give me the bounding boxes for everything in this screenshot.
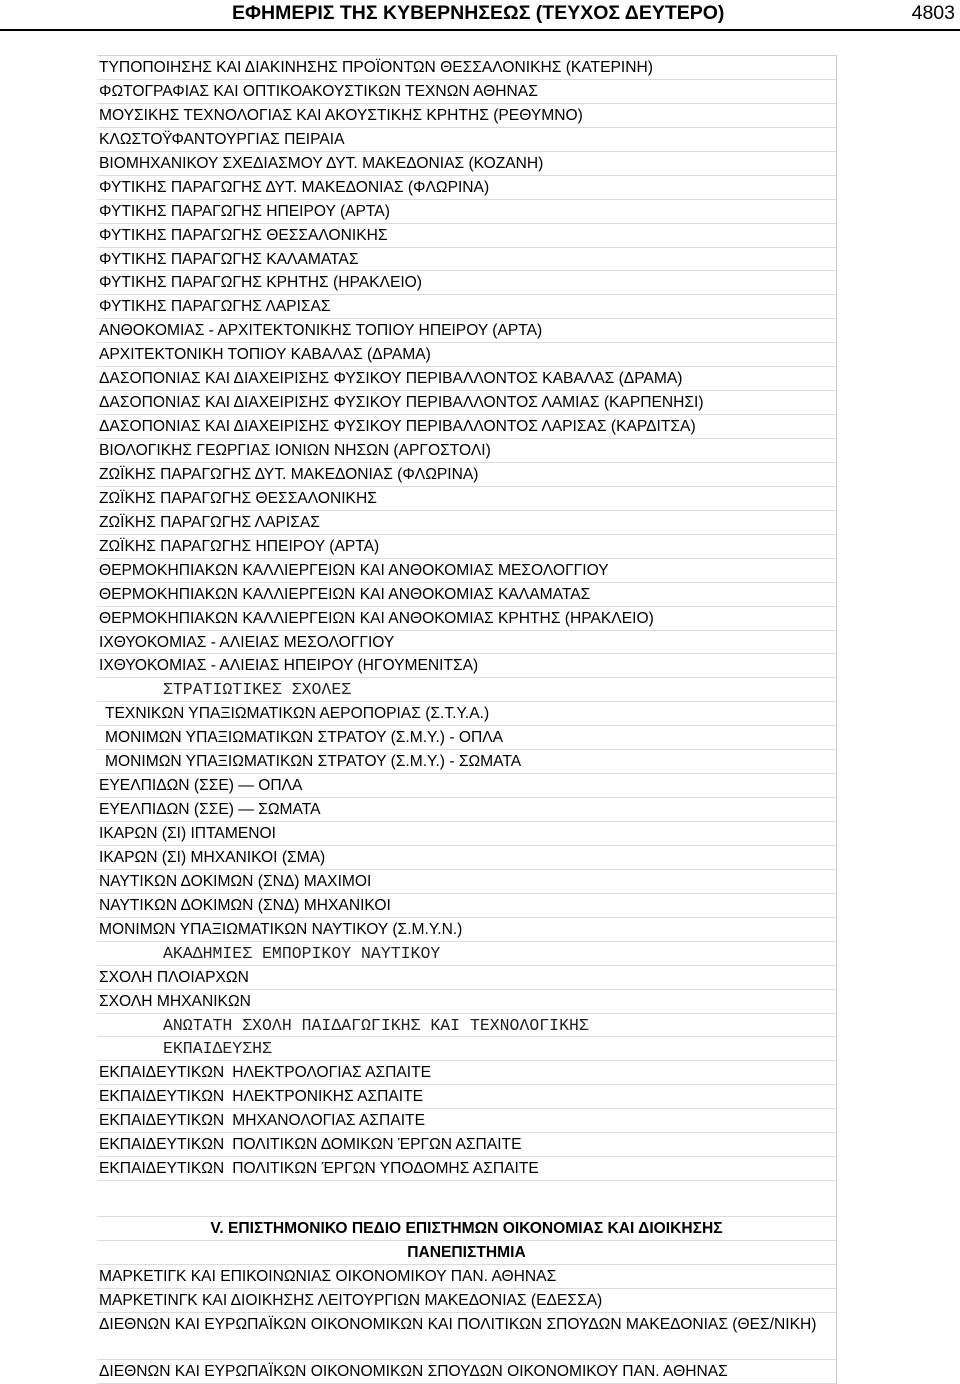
table-row: ΙΧΘΥΟΚΟΜΙΑΣ - ΑΛΙΕΙΑΣ ΜΕΣΟΛΟΓΓΙΟΥ — [97, 631, 836, 655]
table-row: ΔΑΣΟΠΟΝΙΑΣ ΚΑΙ ΔΙΑΧΕΙΡΙΣΗΣ ΦΥΣΙΚΟΥ ΠΕΡΙΒΑΛΛΟΝΤΟΣ ΚΑΒΑΛΑΣ (ΔΡΑΜΑ) — [97, 367, 836, 391]
table-row: ΦΥΤΙΚΗΣ ΠΑΡΑΓΩΓΗΣ ΚΑΛΑΜΑΤΑΣ — [97, 248, 836, 272]
table-row: ΕΥΕΛΠΙΔΩΝ (ΣΣΕ) — ΣΩΜΑΤΑ — [97, 798, 836, 822]
section-spacer — [97, 1181, 836, 1217]
table-row: ΑΡΧΙΤΕΚΤΟΝΙΚΗ ΤΟΠΙΟΥ ΚΑΒΑΛΑΣ (ΔΡΑΜΑ) — [97, 343, 836, 367]
departments-table — [97, 55, 837, 1384]
row-part-a: ΕΚΠΑΙΔΕΥΤΙΚΩΝ — [99, 1064, 225, 1082]
table-row: ΔΙΕΘΝΩΝ ΚΑΙ ΕΥΡΩΠΑΪΚΩΝ ΟΙΚΟΝΟΜΙΚΩΝ ΚΑΙ ΠΟΛΙΤΙΚΩΝ ΣΠΟΥΔΩΝ ΜΑΚΕΔΟΝΙΑΣ (ΘΕΣ/ΝΙΚΗ) — [97, 1313, 836, 1360]
section-heading-aspaite-line1: ΑΝΩΤΑΤΗ ΣΧΟΛΗ ΠΑΙΔΑΓΩΓΙΚΗΣ ΚΑΙ ΤΕΧΝΟΛΟΓΙΚΗΣ — [97, 1014, 836, 1038]
table-row: ΦΥΤΙΚΗΣ ΠΑΡΑΓΩΓΗΣ ΗΠΕΙΡΟΥ (ΑΡΤΑ) — [97, 200, 836, 224]
row-part-b: ΗΛΕΚΤΡΟΛΟΓΙΑΣ ΑΣΠΑΙΤΕ — [232, 1064, 432, 1082]
table-row: ΣΧΟΛΗ ΠΛΟΙΑΡΧΩΝ — [97, 966, 836, 990]
page-number: 4803 — [911, 2, 955, 24]
table-row: ΘΕΡΜΟΚΗΠΙΑΚΩΝ ΚΑΛΛΙΕΡΓΕΙΩΝ ΚΑΙ ΑΝΘΟΚΟΜΙΑΣ ΚΑΛΑΜΑΤΑΣ — [97, 583, 836, 607]
table-row: ΦΥΤΙΚΗΣ ΠΑΡΑΓΩΓΗΣ ΛΑΡΙΣΑΣ — [97, 295, 836, 319]
table-row: ΒΙΟΜΗΧΑΝΙΚΟΥ ΣΧΕΔΙΑΣΜΟΥ ΔΥΤ. ΜΑΚΕΔΟΝΙΑΣ (ΚΟΖΑΝΗ) — [97, 152, 836, 176]
section-heading-aspaite-line2: ΕΚΠΑΙΔΕΥΣΗΣ — [97, 1037, 836, 1061]
table-row: ΒΙΟΛΟΓΙΚΗΣ ΓΕΩΡΓΙΑΣ ΙΟΝΙΩΝ ΝΗΣΩΝ (ΑΡΓΟΣΤΟΛΙ) — [97, 439, 836, 463]
table-row — [97, 1061, 836, 1085]
table-row: ΖΩΪΚΗΣ ΠΑΡΑΓΩΓΗΣ ΘΕΣΣΑΛΟΝΙΚΗΣ — [97, 487, 836, 511]
table-row — [97, 1133, 836, 1157]
table-row — [97, 1109, 836, 1133]
section-heading-merchant-marine: ΑΚΑΔΗΜΙΕΣ ΕΜΠΟΡΙΚΟΥ ΝΑΥΤΙΚΟΥ — [97, 942, 836, 966]
table-row: ΜΑΡΚΕΤΙΓΚ ΚΑΙ ΕΠΙΚΟΙΝΩΝΙΑΣ ΟΙΚΟΝΟΜΙΚΟΥ ΠΑΝ. ΑΘΗΝΑΣ — [97, 1265, 836, 1289]
table-row: ΦΥΤΙΚΗΣ ΠΑΡΑΓΩΓΗΣ ΚΡΗΤΗΣ (ΗΡΑΚΛΕΙΟ) — [97, 271, 836, 295]
row-part-a: ΕΚΠΑΙΔΕΥΤΙΚΩΝ — [99, 1136, 225, 1154]
table-row: ΜΟΥΣΙΚΗΣ ΤΕΧΝΟΛΟΓΙΑΣ ΚΑΙ ΑΚΟΥΣΤΙΚΗΣ ΚΡΗΤΗΣ (ΡΕΘΥΜΝΟ) — [97, 104, 836, 128]
table-row: ΤΥΠΟΠΟΙΗΣΗΣ ΚΑΙ ΔΙΑΚΙΝΗΣΗΣ ΠΡΟΪΟΝΤΩΝ ΘΕΣΣΑΛΟΝΙΚΗΣ (ΚΑΤΕΡΙΝΗ) — [97, 56, 836, 80]
table-row: ΖΩΪΚΗΣ ΠΑΡΑΓΩΓΗΣ ΛΑΡΙΣΑΣ — [97, 511, 836, 535]
row-part-a: ΕΚΠΑΙΔΕΥΤΙΚΩΝ — [99, 1160, 225, 1178]
row-part-b: ΗΛΕΚΤΡΟΝΙΚΗΣ ΑΣΠΑΙΤΕ — [232, 1088, 424, 1106]
table-row: ΙΚΑΡΩΝ (ΣΙ) ΙΠΤΑΜΕΝΟΙ — [97, 822, 836, 846]
section-heading-economics: V. ΕΠΙΣΤΗΜΟΝΙΚΟ ΠΕΔΙΟ ΕΠΙΣΤΗΜΩΝ ΟΙΚΟΝΟΜΙΑΣ ΚΑΙ ΔΙΟΙΚΗΣΗΣ — [97, 1217, 836, 1241]
table-row: ΚΛΩΣΤΟΫΦΑΝΤΟΥΡΓΙΑΣ ΠΕΙΡΑΙΑ — [97, 128, 836, 152]
row-part-a: ΕΚΠΑΙΔΕΥΤΙΚΩΝ — [99, 1088, 225, 1106]
table-row: ΜΑΡΚΕΤΙΝΓΚ ΚΑΙ ΔΙΟΙΚΗΣΗΣ ΛΕΙΤΟΥΡΓΙΩΝ ΜΑΚΕΔΟΝΙΑΣ (ΕΔΕΣΣΑ) — [97, 1289, 836, 1313]
table-row: ΖΩΪΚΗΣ ΠΑΡΑΓΩΓΗΣ ΗΠΕΙΡΟΥ (ΑΡΤΑ) — [97, 535, 836, 559]
table-row: ΙΚΑΡΩΝ (ΣΙ) ΜΗΧΑΝΙΚΟΙ (ΣΜΑ) — [97, 846, 836, 870]
table-row: ΘΕΡΜΟΚΗΠΙΑΚΩΝ ΚΑΛΛΙΕΡΓΕΙΩΝ ΚΑΙ ΑΝΘΟΚΟΜΙΑΣ ΜΕΣΟΛΟΓΓΙΟΥ — [97, 559, 836, 583]
table-row: ΔΑΣΟΠΟΝΙΑΣ ΚΑΙ ΔΙΑΧΕΙΡΙΣΗΣ ΦΥΣΙΚΟΥ ΠΕΡΙΒΑΛΛΟΝΤΟΣ ΛΑΡΙΣΑΣ (ΚΑΡΔΙΤΣΑ) — [97, 415, 836, 439]
row-part-b: ΜΗΧΑΝΟΛΟΓΙΑΣ ΑΣΠΑΙΤΕ — [232, 1112, 425, 1130]
table-row: ΦΥΤΙΚΗΣ ΠΑΡΑΓΩΓΗΣ ΘΕΣΣΑΛΟΝΙΚΗΣ — [97, 224, 836, 248]
section-subheading-universities: ΠΑΝΕΠΙΣΤΗΜΙΑ — [97, 1241, 836, 1265]
gazette-title: ΕΦΗΜΕΡΙΣ ΤΗΣ ΚΥΒΕΡΝΗΣΕΩΣ (ΤΕΥΧΟΣ ΔΕΥΤΕΡΟ) — [232, 2, 725, 24]
table-row: ΝΑΥΤΙΚΩΝ ΔΟΚΙΜΩΝ (ΣΝΔ) ΜΑΧΙΜΟΙ — [97, 870, 836, 894]
table-row: ΖΩΪΚΗΣ ΠΑΡΑΓΩΓΗΣ ΔΥΤ. ΜΑΚΕΔΟΝΙΑΣ (ΦΛΩΡΙΝΑ) — [97, 463, 836, 487]
row-part-b: ΠΟΛΙΤΙΚΩΝ ΔΟΜΙΚΩΝ ΈΡΓΩΝ ΑΣΠΑΙΤΕ — [232, 1136, 522, 1154]
table-row: ΜΟΝΙΜΩΝ ΥΠΑΞΙΩΜΑΤΙΚΩΝ ΣΤΡΑΤΟΥ (Σ.Μ.Υ.) - ΣΩΜΑΤΑ — [97, 750, 836, 774]
table-row: ΙΧΘΥΟΚΟΜΙΑΣ - ΑΛΙΕΙΑΣ ΗΠΕΙΡΟΥ (ΗΓΟΥΜΕΝΙΤΣΑ) — [97, 654, 836, 678]
table-row: ΑΝΘΟΚΟΜΙΑΣ - ΑΡΧΙΤΕΚΤΟΝΙΚΗΣ ΤΟΠΙΟΥ ΗΠΕΙΡΟΥ (ΑΡΤΑ) — [97, 319, 836, 343]
section-heading-military-schools: ΣΤΡΑΤΙΩΤΙΚΕΣ ΣΧΟΛΕΣ — [97, 678, 836, 702]
table-row — [97, 1085, 836, 1109]
header-divider — [0, 29, 960, 31]
table-row: ΦΥΤΙΚΗΣ ΠΑΡΑΓΩΓΗΣ ΔΥΤ. ΜΑΚΕΔΟΝΙΑΣ (ΦΛΩΡΙΝΑ) — [97, 176, 836, 200]
table-row: ΕΥΕΛΠΙΔΩΝ (ΣΣΕ) — ΟΠΛΑ — [97, 774, 836, 798]
table-row: ΘΕΡΜΟΚΗΠΙΑΚΩΝ ΚΑΛΛΙΕΡΓΕΙΩΝ ΚΑΙ ΑΝΘΟΚΟΜΙΑΣ ΚΡΗΤΗΣ (ΗΡΑΚΛΕΙΟ) — [97, 607, 836, 631]
table-row: ΣΧΟΛΗ ΜΗΧΑΝΙΚΩΝ — [97, 990, 836, 1014]
table-row: ΜΟΝΙΜΩΝ ΥΠΑΞΙΩΜΑΤΙΚΩΝ ΝΑΥΤΙΚΟΥ (Σ.Μ.Υ.Ν.) — [97, 918, 836, 942]
table-row: ΤΕΧΝΙΚΩΝ ΥΠΑΞΙΩΜΑΤΙΚΩΝ ΑΕΡΟΠΟΡΙΑΣ (Σ.Τ.Υ.Α.) — [97, 702, 836, 726]
page-header — [0, 0, 960, 30]
table-row: ΔΙΕΘΝΩΝ ΚΑΙ ΕΥΡΩΠΑΪΚΩΝ ΟΙΚΟΝΟΜΙΚΩΝ ΣΠΟΥΔΩΝ ΟΙΚΟΝΟΜΙΚΟΥ ΠΑΝ. ΑΘΗΝΑΣ — [97, 1360, 836, 1384]
row-part-b: ΠΟΛΙΤΙΚΩΝ ΈΡΓΩΝ ΥΠΟΔΟΜΗΣ ΑΣΠΑΙΤΕ — [232, 1160, 539, 1178]
table-row: ΔΑΣΟΠΟΝΙΑΣ ΚΑΙ ΔΙΑΧΕΙΡΙΣΗΣ ΦΥΣΙΚΟΥ ΠΕΡΙΒΑΛΛΟΝΤΟΣ ΛΑΜΙΑΣ (ΚΑΡΠΕΝΗΣΙ) — [97, 391, 836, 415]
table-row: ΦΩΤΟΓΡΑΦΙΑΣ ΚΑΙ ΟΠΤΙΚΟΑΚΟΥΣΤΙΚΩΝ ΤΕΧΝΩΝ ΑΘΗΝΑΣ — [97, 80, 836, 104]
row-part-a: ΕΚΠΑΙΔΕΥΤΙΚΩΝ — [99, 1112, 225, 1130]
table-row — [97, 1157, 836, 1181]
table-row: ΝΑΥΤΙΚΩΝ ΔΟΚΙΜΩΝ (ΣΝΔ) ΜΗΧΑΝΙΚΟΙ — [97, 894, 836, 918]
table-row: ΜΟΝΙΜΩΝ ΥΠΑΞΙΩΜΑΤΙΚΩΝ ΣΤΡΑΤΟΥ (Σ.Μ.Υ.) - ΟΠΛΑ — [97, 726, 836, 750]
